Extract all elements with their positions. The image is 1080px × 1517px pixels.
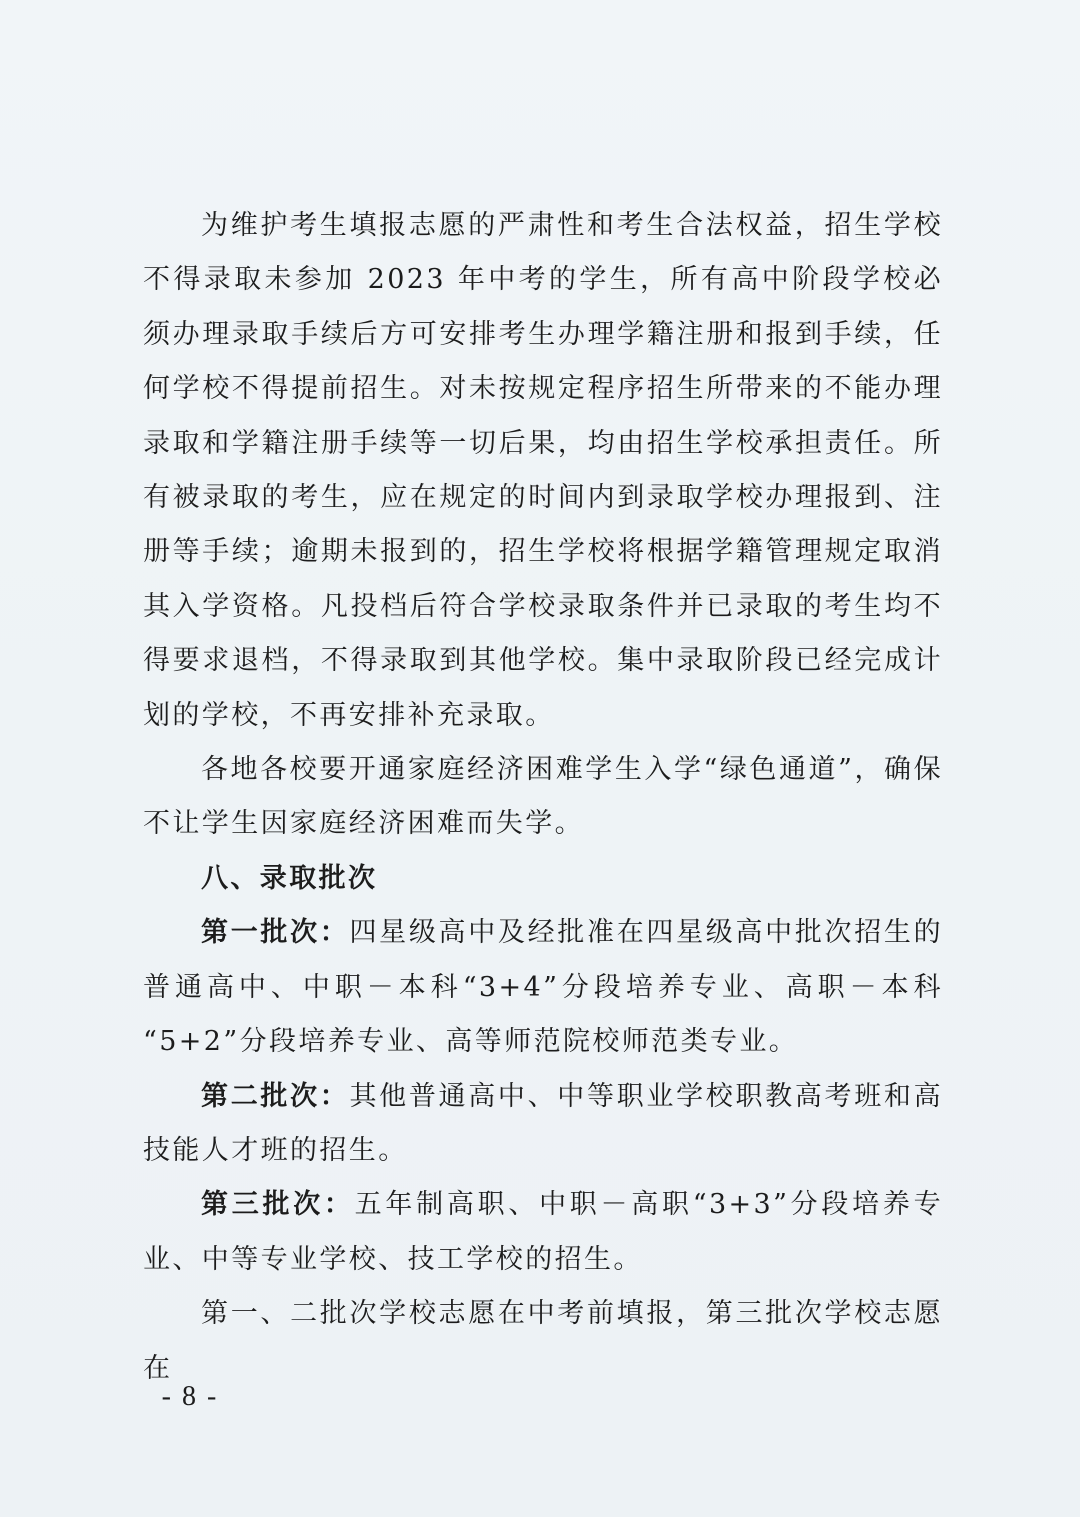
page-number: - 8 - bbox=[161, 1381, 219, 1412]
paragraph-admission-rules: 为维护考生填报志愿的严肃性和考生合法权益，招生学校不得录取未参加 2023 年中考的学生，所有高中阶段学校必须办理录取手续后方可安排考生办理学籍注册和报到手续，任何学校不得提前招生。对未按规定程序招生所带来的不能办理录取和学籍注册手续等一切后果，均由招生学校承担责任。所有被录取的考生，应在规定的时间内到录取学校办理报到、注册等手续；逾期未报到的，招生学校将根据学籍管理规定取消其入学资格。凡投档后符合学校录取条件并已录取的考生均不得要求退档，不得录取到其他学校。集中录取阶段已经完成计划的学校，不再安排补充录取。 bbox=[143, 210, 943, 731]
batch-1-label: 第一批次： bbox=[201, 917, 350, 949]
section-heading: 八、录取批次 bbox=[201, 862, 378, 894]
batch-1-text: 四星级高中及经批准在四星级高中批次招生的普通高中、中职－本科“3+4”分段培养专业、高职－本科 “5+2”分段培养专业、高等师范院校师范类专业。 bbox=[143, 917, 944, 1058]
paragraph-green-channel: 各地各校要开通家庭经济困难学生入学“绿色通道”，确保不让学生因家庭经济困难而失学。 bbox=[143, 754, 943, 840]
batch-3 bbox=[143, 1178, 943, 1287]
batch-3-label: 第三批次： bbox=[201, 1189, 355, 1221]
batch-2 bbox=[143, 1070, 943, 1179]
batch-3-text: 五年制高职、中职－高职“3+3”分段培养专业、中等专业学校、技工学校的招生。 bbox=[143, 1189, 943, 1275]
body-text bbox=[143, 199, 943, 1396]
paragraph-closing: 第一、二批次学校志愿在中考前填报，第三批次学校志愿在 bbox=[143, 1298, 943, 1384]
batch-1 bbox=[143, 906, 943, 1069]
batch-2-text: 其他普通高中、中等职业学校职教高考班和高技能人才班的招生。 bbox=[143, 1080, 944, 1166]
batch-2-label: 第二批次： bbox=[201, 1080, 350, 1112]
